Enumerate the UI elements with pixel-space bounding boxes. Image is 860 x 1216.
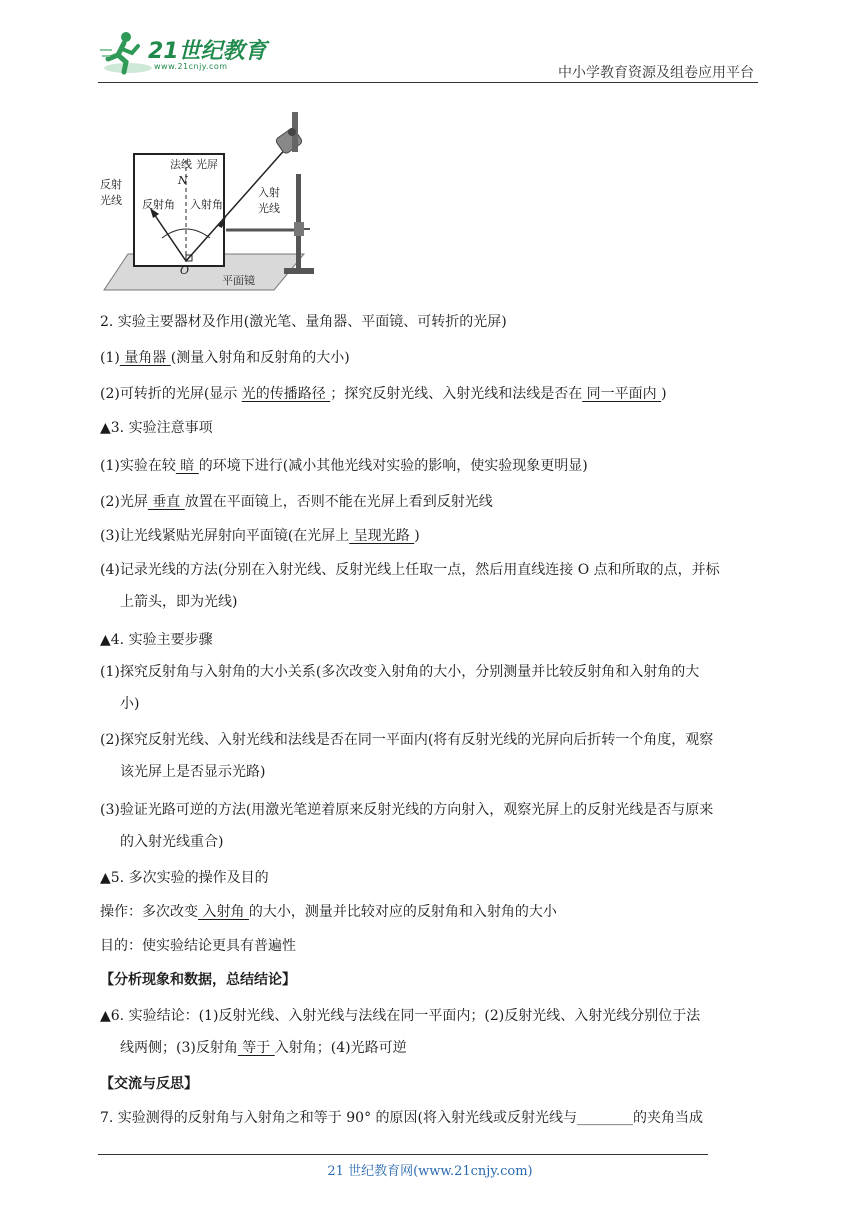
line-text: (2)探究反射光线、入射光线和法线是否在同一平面内(将有反射光线的光屏向后折转一个角度，观察 — [100, 732, 714, 748]
answer-blank: 暗 — [175, 458, 199, 474]
text-line — [100, 526, 420, 546]
reflection-experiment-figure — [98, 104, 330, 300]
text-line — [100, 492, 493, 512]
stand-clamp — [294, 222, 304, 236]
text-line — [100, 1074, 198, 1094]
line-text: ) — [414, 528, 420, 544]
footer-divider — [98, 1154, 708, 1155]
line-text: (1)探究反射角与入射角的大小关系(多次改变入射角的大小，分别测量并比较反射角和入射角的大 — [100, 664, 700, 680]
label-mirror: 平面镜 — [222, 274, 255, 287]
stand-base — [284, 268, 314, 274]
label-reflection-angle: 反射角 — [142, 198, 175, 211]
line-text: (1)实验在较 — [100, 458, 176, 474]
text-line — [100, 418, 213, 438]
text-line — [100, 970, 296, 990]
line-text: ▲5. 多次实验的操作及目的 — [100, 870, 269, 886]
text-line — [100, 1108, 703, 1128]
label-reflected-ray-top: 反射 — [100, 178, 122, 191]
page-footer: 21 世纪教育网(www.21cnjy.com) — [327, 1164, 533, 1179]
line-text: 该光屏上是否显示光路) — [120, 764, 266, 780]
line-text: 的大小，测量并比较对应的反射角和入射角的大小 — [248, 904, 557, 920]
header-platform-title: 中小学教育资源及组卷应用平台 — [558, 65, 754, 81]
text-line — [120, 762, 265, 782]
text-line — [100, 456, 588, 476]
line-text: (2)光屏 — [100, 494, 148, 510]
line-text: ) — [661, 386, 667, 402]
text-line — [120, 832, 223, 852]
answer-blank: 等于 — [237, 1040, 275, 1056]
text-line — [100, 348, 350, 368]
label-o: O — [180, 264, 190, 277]
label-n: N — [178, 174, 188, 187]
line-text: 上箭头，即为光线) — [120, 594, 238, 610]
label-screen: 光屏 — [196, 158, 218, 171]
line-text: 入射角；(4)光路可逆 — [274, 1040, 407, 1056]
logo-text: 21世纪教育 — [148, 39, 267, 64]
text-line — [100, 868, 269, 888]
text-line — [100, 630, 213, 650]
line-text: 目的：使实验结论更具有普遍性 — [100, 938, 296, 954]
text-line — [100, 730, 713, 750]
logo-url: www.21cnjy.com — [154, 62, 228, 71]
runner-logo-icon — [98, 28, 154, 78]
line-text: ▲6. 实验结论：(1)反射光线、入射光线与法线在同一平面内；(2)反射光线、入射光线分别位于法 — [100, 1008, 701, 1024]
line-text: ▲4. 实验主要步骤 — [100, 632, 213, 648]
answer-blank: 同一平面内 — [582, 386, 662, 402]
text-line — [120, 592, 237, 612]
line-text: 操作：多次改变 — [100, 904, 198, 920]
label-reflected-ray-bottom: 光线 — [100, 194, 122, 207]
answer-blank: 呈现光路 — [349, 528, 415, 544]
site-logo — [98, 28, 268, 80]
label-incident-ray-top: 入射 — [258, 186, 280, 199]
line-text: 的环境下进行(减小其他光线对实验的影响，使实验现象更明显) — [198, 458, 588, 474]
line-text: (测量入射角和反射角的大小) — [170, 350, 350, 366]
answer-blank: 量角器 — [119, 350, 171, 366]
line-text: 的入射光线重合) — [120, 834, 224, 850]
text-line — [120, 694, 139, 714]
line-text: (1) — [100, 350, 120, 366]
text-line — [100, 560, 720, 580]
line-text: ▲3. 实验注意事项 — [100, 420, 213, 436]
line-text: 放置在平面镜上，否则不能在光屏上看到反射光线 — [184, 494, 493, 510]
text-line — [120, 1038, 407, 1058]
line-text: 小) — [120, 696, 140, 712]
line-text: 2. 实验主要器材及作用(激光笔、量角器、平面镜、可转折的光屏) — [100, 314, 507, 330]
label-incidence-angle: 入射角 — [190, 198, 223, 211]
text-line — [100, 312, 507, 332]
answer-blank: 垂直 — [147, 494, 185, 510]
text-line — [100, 800, 713, 820]
text-line — [100, 662, 699, 682]
line-text: ；探究反射光线、入射光线和法线是否在 — [330, 386, 583, 402]
line-text: 7. 实验测得的反射角与入射角之和等于 90° 的原因(将入射光线或反射光线与________的夹角当成 — [100, 1110, 703, 1126]
section-heading: 【分析现象和数据，总结结论】 — [100, 972, 296, 988]
answer-blank: 光的传播路径 — [241, 386, 331, 402]
text-line — [100, 936, 296, 956]
line-text: (2)可转折的光屏(显示 — [100, 386, 242, 402]
page-header — [98, 28, 758, 84]
text-line — [100, 1006, 700, 1026]
line-text: (3)验证光路可逆的方法(用激光笔逆着原来反射光线的方向射入，观察光屏上的反射光线是否与原来 — [100, 802, 714, 818]
label-incident-ray-bottom: 光线 — [258, 202, 280, 215]
line-text: (3)让光线紧贴光屏射向平面镜(在光屏上 — [100, 528, 350, 544]
header-divider — [98, 82, 758, 83]
line-text: 线两侧；(3)反射角 — [120, 1040, 238, 1056]
section-heading: 【交流与反思】 — [100, 1076, 198, 1092]
text-line — [100, 384, 667, 404]
text-line — [100, 902, 557, 922]
answer-blank: 入射角 — [198, 904, 249, 920]
label-normal: 法线 — [170, 158, 192, 171]
line-text: (4)记录光线的方法(分别在入射光线、反射光线上任取一点，然后用直线连接 O 点和所取的点，并标 — [100, 562, 720, 578]
